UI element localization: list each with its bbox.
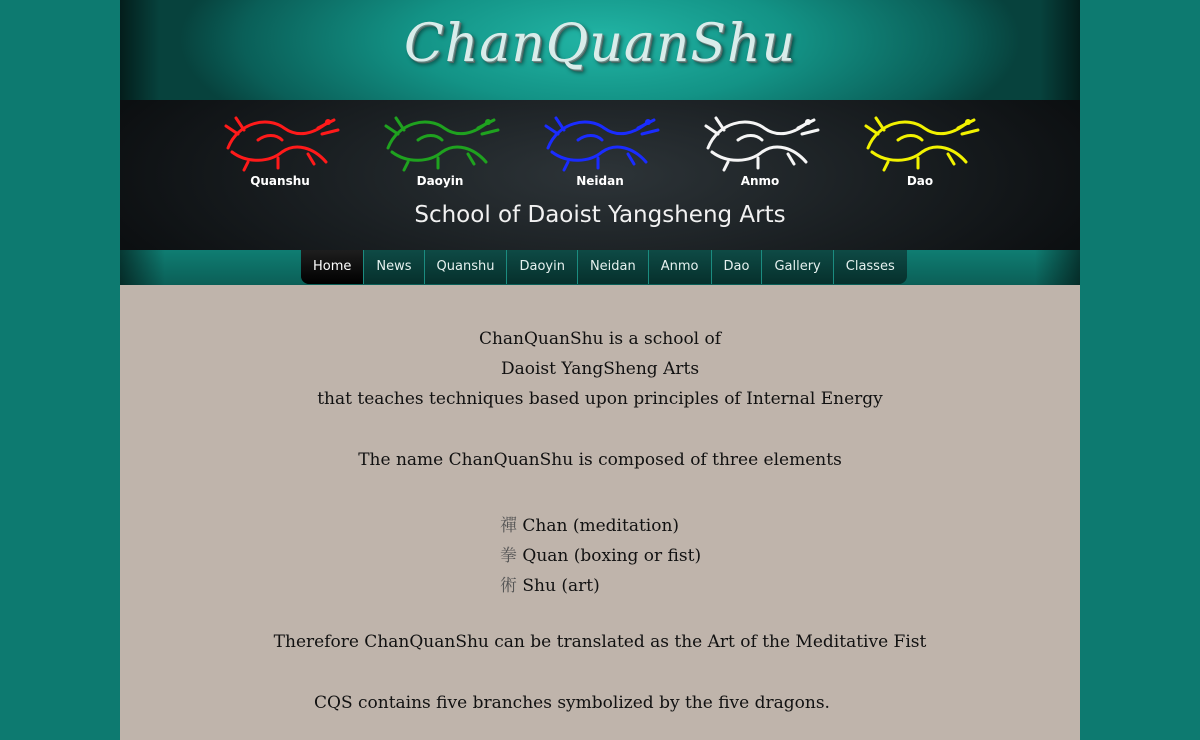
page [120, 0, 1080, 740]
dragon-link-quanshu[interactable] [218, 112, 342, 192]
branches-line: CQS contains five branches symbolized by the five dragons. [314, 693, 830, 713]
element-text: Chan (meditation) [522, 516, 680, 536]
dragon-label: Quanshu [250, 174, 310, 188]
nav-item-daoyin[interactable]: Daoyin [506, 250, 576, 284]
translation-line: Therefore ChanQuanShu can be translated as the Art of the Meditative Fist [273, 632, 927, 652]
nav-item-news[interactable]: News [363, 250, 423, 284]
element-chan [500, 511, 679, 536]
tagline: School of Daoist Yangsheng Arts [414, 202, 786, 228]
yellow-dragon-icon [858, 112, 982, 174]
nav-item-quanshu[interactable]: Quanshu [424, 250, 507, 284]
main-nav [301, 250, 907, 284]
red-dragon-icon [218, 112, 342, 174]
dragon-label: Dao [906, 174, 934, 188]
nav-item-neidan[interactable]: Neidan [577, 250, 648, 284]
han-character: 拳 [500, 546, 517, 566]
dragon-label: Neidan [576, 174, 624, 188]
site-title-logo[interactable]: ChanQuanShu [404, 14, 796, 74]
dragon-link-dao[interactable] [858, 112, 982, 192]
nav-item-classes[interactable]: Classes [833, 250, 907, 284]
dragon-link-neidan[interactable] [538, 112, 662, 192]
element-text: Shu (art) [522, 576, 600, 596]
element-quan [500, 541, 701, 566]
dragon-link-daoyin[interactable] [378, 112, 502, 192]
dragon-label: Daoyin [416, 174, 464, 188]
han-character: 術 [500, 576, 517, 596]
nav-item-dao[interactable]: Dao [711, 250, 762, 284]
dragon-label: Anmo [740, 174, 780, 188]
site-header [120, 0, 1080, 100]
white-dragon-icon [698, 112, 822, 174]
green-dragon-icon [378, 112, 502, 174]
nav-item-home[interactable]: Home [301, 250, 363, 284]
element-text: Quan (boxing or fist) [522, 546, 702, 566]
intro-line-2: Daoist YangSheng Arts [500, 359, 700, 379]
name-composition-line: The name ChanQuanShu is composed of three elements [358, 450, 842, 470]
intro-line-1: ChanQuanShu is a school of [478, 329, 722, 349]
dragon-banner [120, 100, 1080, 250]
element-shu [500, 571, 600, 596]
dragon-link-anmo[interactable] [698, 112, 822, 192]
blue-dragon-icon [538, 112, 662, 174]
nav-bar [120, 250, 1080, 285]
intro-line-3: that teaches techniques based upon principles of Internal Energy [317, 389, 883, 409]
nav-item-gallery[interactable]: Gallery [761, 250, 832, 284]
han-character: 禪 [500, 516, 517, 536]
nav-item-anmo[interactable]: Anmo [648, 250, 711, 284]
